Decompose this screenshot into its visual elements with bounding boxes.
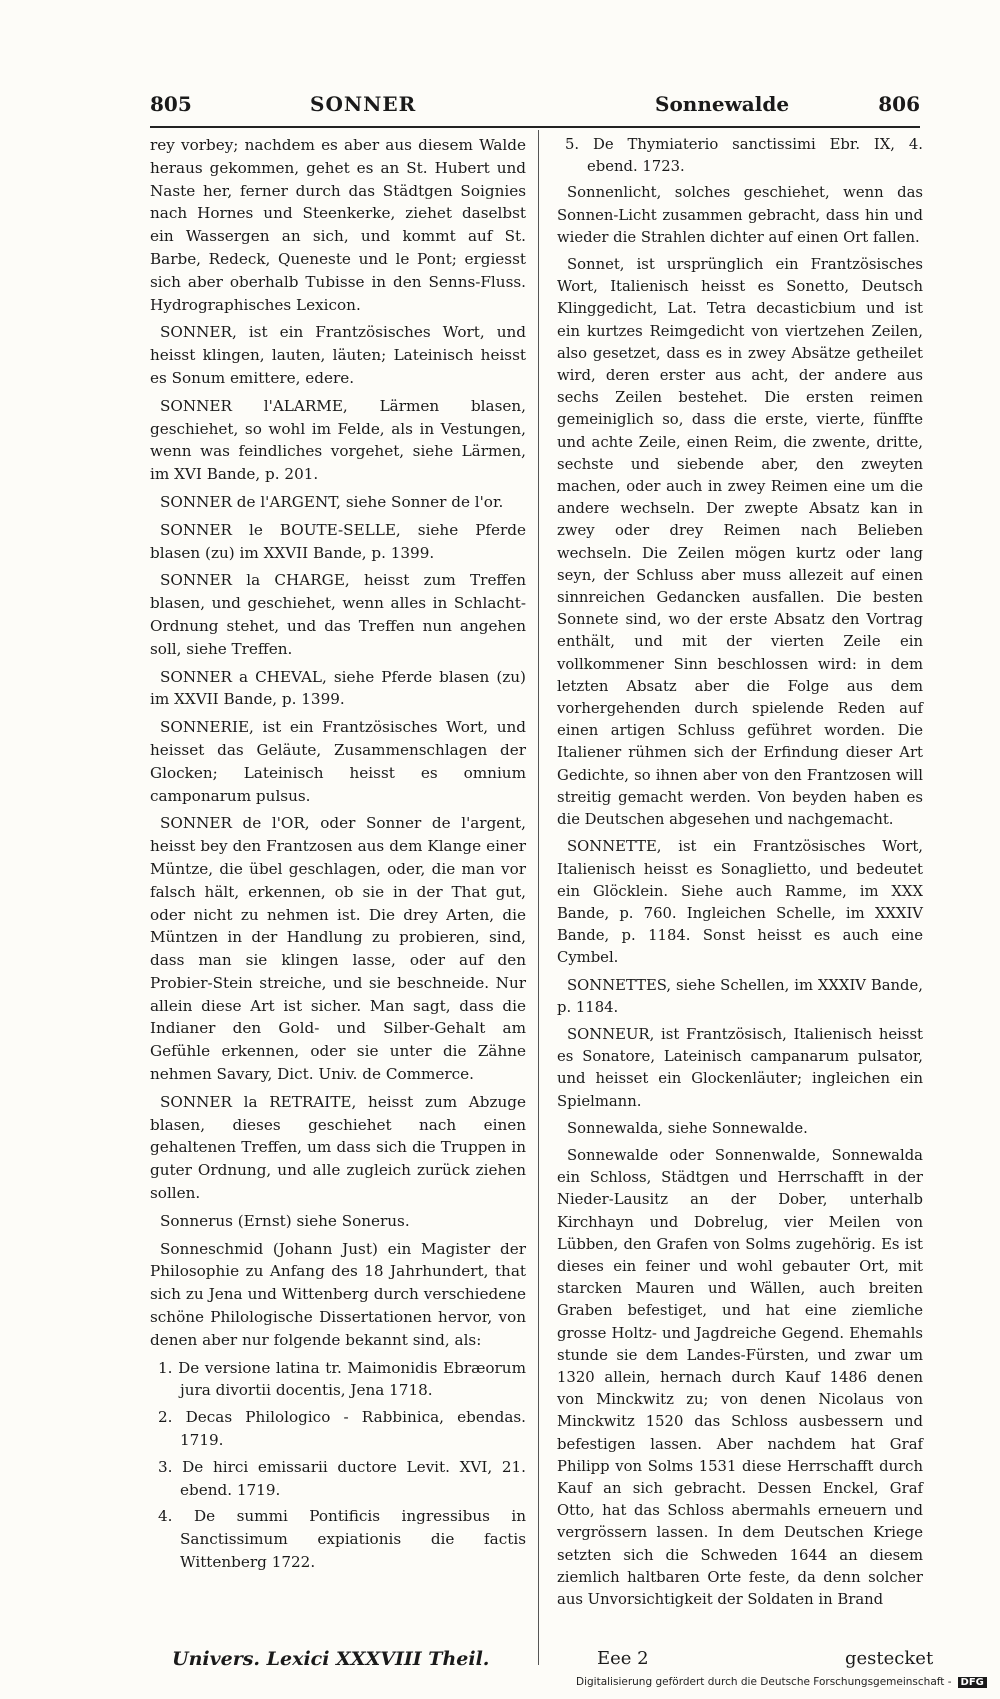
header-keyword-left: SONNER [310,92,417,116]
paragraph: SONNER, ist ein Frantzösisches Wort, und heisst klingen, lauten, läuten; Lateinisch heisst es Sonum emittere, edere. [150,323,526,387]
paragraph: SONNER de l'ARGENT, siehe Sonner de l'or. [160,492,504,511]
paragraph: SONNETTES, siehe Schellen, im XXXIV Bande, p. 1184. [557,976,923,1016]
paragraph: Sonneschmid (Johann Just) ein Magister der Philosophie zu Anfang des 18 Jahrhundert, that sich zu Jena und Wittenberg durch verschiedene schöne Philologische Dissertationen hervor, von denen aber nur folgende bekannt sind, als: [150,1239,526,1349]
paragraph: SONNER a CHEVAL, siehe Pferde blasen (zu) im XXVII Bande, p. 1399. [150,667,526,709]
running-header [150,92,920,128]
paragraph: SONNETTE, ist ein Frantzösisches Wort, Italienisch heisst es Sonaglietto, und bedeutet ein Glöcklein. Siehe auch Ramme, im XXX Bande, p. 760. Ingleichen Schelle, im XXXIV Bande, p. 1184. Sonst heisst es auch eine Cymbel. [557,838,923,967]
volume-title: Univers. Lexici XXXVIII Theil. [172,1648,490,1670]
list-item: 3. De hirci emissarii ductore Levit. XVI, 21. ebend. 1719. [158,1457,526,1499]
paragraph: Sonnewalda, siehe Sonnewalde. [567,1119,808,1137]
paragraph: Sonnenlicht, solches geschiehet, wenn das Sonnen-Licht zusammen gebracht, dass hin und wieder die Strahlen dichter auf einen Ort fallen. [557,184,923,246]
list-item: 5. De Thymiaterio sanctissimi Ebr. IX, 4. ebend. 1723. [565,136,923,176]
paragraph: SONNER de l'OR, oder Sonner de l'argent, heisst bey den Frantzosen aus dem Klange einer Müntze, die übel geschlagen, oder, die man vor falsch hält, erkennen, ob sie in der That gut, oder nicht zu nehmen ist. Die drey Arten, die Müntzen in der Handlung zu probieren, sind, dass man sie klingen lasse, oder auf den Probier-Stein streiche, und sie beschneide. Nur allein diese Art ist sicher. Man sagt, dass die Indianer den Gold- und Silber-Gehalt am Gefühle erkennen, oder sie unter die Zähne nehmen Savary, Dict. Univ. de Commerce. [150,814,526,1084]
paragraph: Sonnewalde oder Sonnenwalde, Sonnewalda ein Schloss, Städtgen und Herrschafft in der Nieder-Lausitz an der Dober, unterhalb Kirchhayn und Dobrelug, vier Meilen von Lübben, den Grafen von Solms zugehörig. Es ist dieses ein feiner und wohl gebauter Ort, mit starcken Mauren und Wällen, auch breiten Graben befestiget, und hat eine ziemliche grosse Holtz- und Jagdreiche Gegend. Ehemahls stunde sie dem Landes-Fürsten, und zwar um 1320 allein, hernach durch Kauf 1486 denen von Minckwitz zu; von denen Nicolaus von Minckwitz 1520 das Schloss ausbessern und befestigen lassen. Aber nachdem hat Graf Philipp von Solms 1531 diese Herrschafft durch Kauf an sich gebracht. Dessen Enckel, Graf Otto, hat das Schloss abermahls erneuern und vergrössern lassen. In dem Deutschen Kriege setzten sich die Schweden 1644 an diesem ziemlich haltbaren Orte feste, da denn solcher aus Unvorsichtigkeit der Soldaten in Brand [557,1146,923,1608]
signature-mark: Eee 2 [597,1648,649,1669]
header-keyword-right: Sonnewalde [655,92,790,116]
right-column [557,134,923,1616]
list-item: 2. Decas Philologico - Rabbinica, ebendas. 1719. [158,1408,526,1450]
credit-text: Digitalisierung gefördert durch die Deutsche Forschungsgemeinschaft - [576,1676,952,1688]
paragraph: Sonnerus (Ernst) siehe Sonerus. [160,1211,410,1230]
paragraph: SONNER la RETRAITE, heisst zum Abzuge blasen, dieses geschiehet nach einen gehaltenen Treffen, um dass sich die Truppen in guter Ordnung, und alle zugleich zurück ziehen sollen. [150,1092,526,1203]
header-rule [150,126,920,128]
paragraph: SONNER le BOUTE-SELLE, siehe Pferde blasen (zu) im XXVII Bande, p. 1399. [150,520,526,562]
paragraph: Sonnet, ist ursprünglich ein Frantzösisches Wort, Italienisch heisst es Sonetto, Deutsch Klinggedicht, Lat. Tetra decasticbium und ist ein kurtzes Reimgedicht von viertzehen Zeilen, also gesetzet, dass es in zwey Absätze getheilet wird, deren erster aus acht, der andere aus sechs Zeilen bestehet. Die ersten reimen gemeiniglich so, dass die erste, vierte, fünffte und achte Zeile, einen Reim, die zwente, dritte, sechste und siebende aber, den zweyten machen, oder auch in zwey Reimen eine um die andere wechseln. Der zwepte Absatz kan in zwey oder drey Reimen nach Belieben wechseln. Die Zeilen mögen kurtz oder lang seyn, der Schluss aber muss allezeit auf einen sinnreichen Gedancken ausfallen. Die besten Sonnete sind, wo der erste Absatz den Vortrag enthält, und mit der vierten Zeile ein vollkommener Sinn beschlossen wird: in dem letzten Absatz aber die Folge aus dem vorhergehenden durch spielende Reden auf einen artigen Schluss geführet worden. Die Italiener rühmen sich der Erfindung dieser Art Gedichte, so ihnen aber von den Frantzosen will streitig gemacht werden. Von beyden haben es die Deutschen abgesehen und nachgemacht. [557,256,923,829]
digitization-credit [576,1676,984,1688]
paragraph: SONNER l'ALARME, Lärmen blasen, geschiehet, so wohl im Felde, als in Vestungen, wenn was feindliches vorgehet, siehe Lärmen, im XVI Bande, p. 201. [150,396,526,484]
catchword: gestecket [845,1648,934,1669]
paragraph: SONNEUR, ist Frantzösisch, Italienisch heisst es Sonatore, Lateinisch campanarum pulsator, und heisset ein Glockenläuter; ingleichen ein Spielmann. [557,1025,923,1110]
paragraph: rey vorbey; nachdem es aber aus diesem Walde heraus gekommen, gehet es an St. Hubert und Naste her, ferner durch das Städtgen Soignies nach Hornes und Steenkerke, ziehet daselbst ein Wassergen an sich, und kommt auf St. Barbe, Redeck, Queneste und le Pont; ergiesst sich aber oberhalb Tubisse in den Senns-Fluss. Hydrographisches Lexicon. [150,136,526,314]
list-item: 4. De summi Pontificis ingressibus in Sanctissimum expiationis die factis Wittenberg 1722. [158,1507,526,1572]
page-number-right: 806 [878,92,920,116]
paragraph: SONNER la CHARGE, heisst zum Treffen blasen, und geschiehet, wenn alles in Schlacht-Ordnung stehet, und das Treffen nun angehen soll, siehe Treffen. [150,571,526,658]
page-number-left: 805 [150,92,192,116]
left-column [150,134,526,1578]
paragraph: SONNERIE, ist ein Frantzösisches Wort, und heisset das Geläute, Zusammenschlagen der Glocken; Lateinisch heisst es omnium camponarum pulsus. [150,718,526,805]
dfg-logo: DFG [958,1677,987,1688]
list-item: 1. De versione latina tr. Maimonidis Ebræorum jura divortii docentis, Jena 1718. [158,1358,526,1400]
column-divider [538,130,539,1665]
